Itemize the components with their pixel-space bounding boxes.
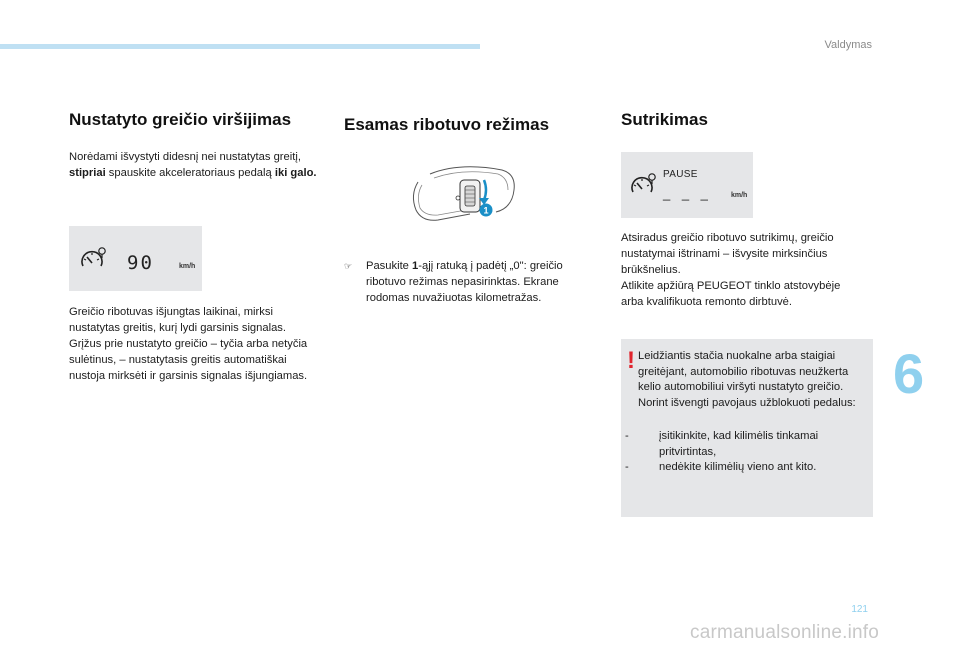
warning-text: Leidžiantis stačia nuokalne arba staigiai greitėjant, automobilio ribotuvas neužkerta kelio automobiliui viršyti nustatyto greičio. Norint išvengti pavojaus užblokuoti pedalus: (638, 350, 856, 409)
section-title: Valdymas (824, 39, 872, 51)
header-accent-bar (0, 44, 480, 49)
page-number: 121 (851, 604, 868, 615)
list-item: - įsitikinkite, kad kilimėlis tinkamai pritvirtintas, (625, 430, 819, 458)
intro-text-2: spauskite akceleratoriaus pedalą (105, 167, 275, 179)
heading-speed-exceeded: Nustatyto greičio viršijimas (69, 110, 292, 129)
display-speed-value: 90 (127, 252, 154, 274)
speed-limiter-icon (629, 172, 657, 198)
list-item: - nedėkite kilimėlių vieno ant kito. (625, 461, 817, 474)
intro-text: Norėdami išvystyti didesnį nei nustatytas greitį, (69, 151, 301, 163)
malfunction-text-1: Atsiradus greičio ribotuvo sutrikimų, greičio nustatymai ištrinami – išvysite mirksinčius brūkšnelius. (621, 232, 834, 276)
display-dashes: _ _ _ (663, 186, 712, 201)
limiter-body-text: Greičio ribotuvas išjungtas laikinai, mirksi nustatytas greitis, kurį lydi garsinis signalas. Grįžus prie nustatyto greičio – tyčia arba netyčia sulėtinus, – nustatytasis greitis automatiškai nustoja mirksėti ir garsinis signalas išjungiamas. (69, 306, 308, 382)
steering-wheel-control-illustration (400, 160, 520, 230)
display-unit: km/h (731, 192, 748, 199)
intro-paragraph (69, 149, 329, 181)
display-panel-limit (69, 226, 202, 291)
intro-bold-firmly: stipriai (69, 167, 106, 179)
heading-malfunction: Sutrikimas (621, 110, 708, 129)
watermark-link[interactable]: carmanualsonline.info (690, 622, 880, 643)
intro-bold-fully: iki galo. (274, 167, 317, 179)
display-status: PAUSE (663, 169, 698, 180)
pointer-icon: ☞ (344, 261, 353, 271)
chapter-number: 6 (893, 342, 925, 405)
display-unit: km/h (179, 263, 196, 270)
instruction-step (344, 258, 589, 306)
malfunction-text (621, 230, 861, 310)
display-panel-pause (621, 152, 753, 218)
warning-box (621, 339, 873, 517)
callout-1: 1 (483, 205, 489, 216)
speed-limiter-icon (79, 246, 107, 272)
warning-list (625, 429, 865, 476)
instruction-text: Pasukite 1-ąjį ratuką į padėtį „0": greičio ribotuvo režimas nepasirinktas. Ekrane rodomas nuvažiuotas kilometražas. (366, 260, 563, 304)
warning-exclamation-icon: ! (627, 347, 635, 374)
malfunction-text-2: Atlikite apžiūrą PEUGEOT tinklo atstovybėje arba kvalifikuota remonto dirbtuvė. (621, 280, 841, 308)
heading-current-mode: Esamas ribotuvo režimas (344, 115, 550, 134)
